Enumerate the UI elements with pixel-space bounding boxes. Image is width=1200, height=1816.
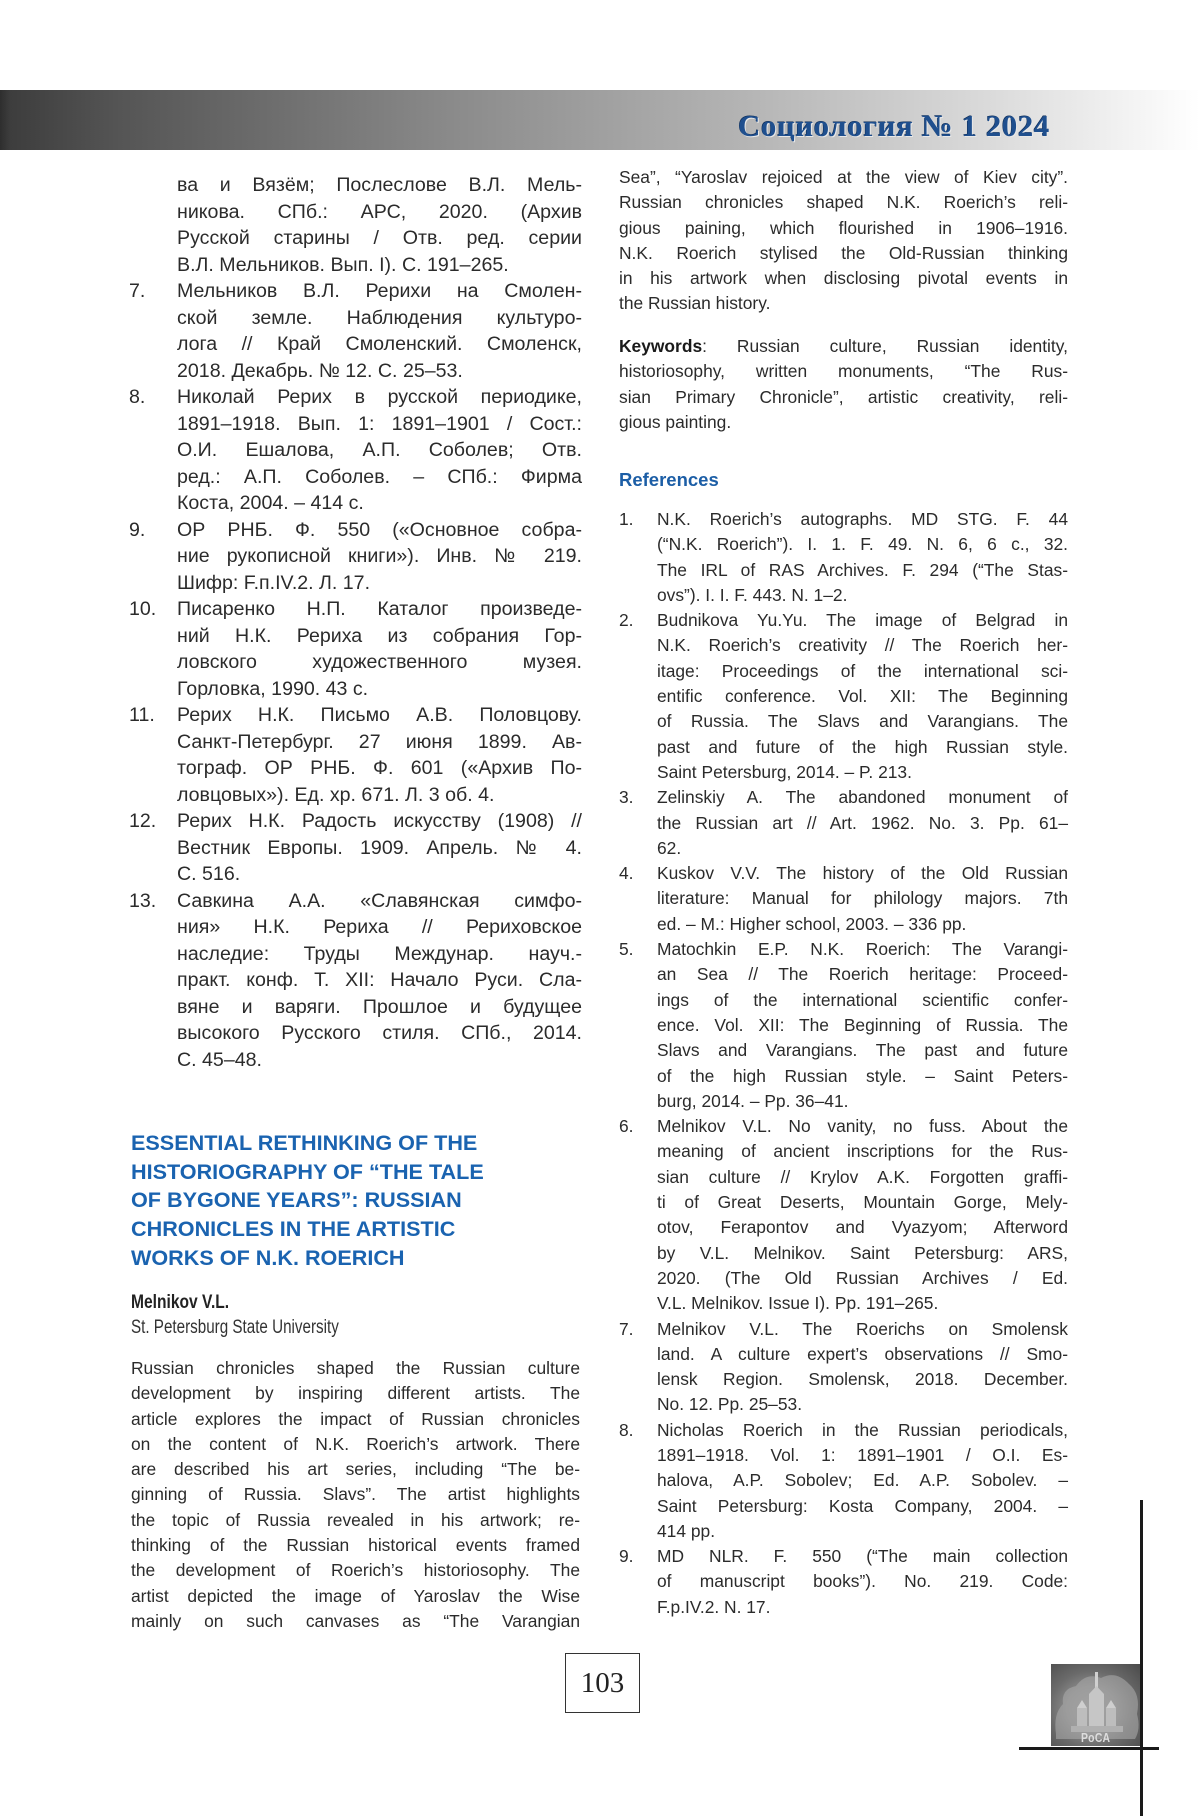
reference-number: 8. [619,1419,634,1440]
text-line: sian culture // Krylov A.K. Forgotten graffi- [657,1166,1068,1187]
author-affiliation: St. Petersburg State University [131,1317,339,1338]
crop-mark-horizontal [1019,1747,1159,1750]
reference-text [177,702,582,808]
text-line: Zelinskiy A. The abandoned monument of [657,787,1068,808]
reference-item [619,1544,1068,1620]
title-line: CHRONICLES IN THE ARTISTIC [131,1216,456,1242]
reference-item [129,517,582,597]
text-line: of the high Russian style. – Saint Peters- [657,1065,1068,1086]
reference-item [129,278,582,384]
text-line: Melnikov V.L. The Roerichs on Smolensk [657,1318,1068,1339]
text-line: 2018. Декабрь. № 12. С. 25–53. [177,359,463,382]
text-line: are described his art series, including “The be- [131,1459,580,1480]
title-line: OF BYGONE YEARS”: RUSSIAN [131,1187,462,1213]
reference-text [177,596,582,702]
text-line: Russian chronicles shaped N.K. Roerich’s reli- [619,192,1068,213]
text-line: высокого Русского стиля. СПб., 2014. [177,1022,582,1044]
english-references-list [619,507,1068,1620]
text-line: literature: Manual for philology majors. 7th [657,888,1068,909]
text-line: ния» Н.К. Рериха // Рериховское [177,916,582,938]
text-line: ti of Great Deserts, Mountain Gorge, Mely- [657,1192,1068,1213]
author-name: Melnikov V.L. [131,1292,230,1313]
text-line: of manuscript books”). No. 219. Code: [657,1571,1068,1592]
reference-number: 8. [129,386,146,408]
text-line: N.K. Roerich’s autographs. MD STG. F. 44 [657,509,1068,529]
abstract-right [619,165,1068,317]
keywords-text: : Russian culture, Russian identity, [702,336,1068,356]
reference-item [129,888,582,1074]
text-line: Matochkin E.P. N.K. Roerich: The Varangi- [657,939,1068,960]
text-line: itage: Proceedings of the international sci- [657,660,1068,681]
keywords-label: Keywords [619,336,703,356]
text-line: No. 12. Pp. 25–53. [657,1394,803,1415]
text-line: historiosophy, written monuments, “The Rus- [619,361,1068,382]
reference-text [177,384,582,517]
text-line: С. 516. [177,863,241,885]
text-line: (“N.K. Roerich”). I. 1. F. 49. N. 6, 6 c., 32. [657,534,1068,555]
text-line: mainly on such canvases as “The Varangian [131,1610,580,1631]
text-line: Савкина А.А. «Славянская симфо- [177,889,582,912]
text-line: вяне и варяги. Прошлое и будущее [177,995,582,1018]
text-line: meaning of ancient inscriptions for the Rus- [657,1141,1068,1162]
reference-number: 2. [619,610,634,631]
reference-number: 13. [129,889,157,912]
keywords-first-line [619,334,1068,359]
text-line: ние рукописной книги»). Инв. № 219. [177,545,582,567]
text-line: Писаренко Н.П. Каталог произведе- [177,598,582,620]
text-line: otov, Ferapontov and Vyazyom; Afterword [657,1217,1068,1238]
text-line: Рерих Н.К. Письмо А.В. Половцову. [177,704,582,726]
text-line: the development of Roerich’s historiosophy. The [131,1560,580,1581]
reference-text [657,507,1068,608]
text-line: ва и Вязём; Послеслове В.Л. Мель- [177,174,582,196]
text-line: 414 pp. [657,1520,716,1541]
text-line: F.p.IV.2. N. 17. [657,1596,771,1617]
reference-number: 6. [619,1116,634,1137]
reference-text [177,278,582,384]
reference-text [657,1114,1068,1316]
text-line: 1891–1918. Вып. 1: 1891–1901 / Сост.: [177,412,582,435]
text-line: the Russian history. [619,293,771,314]
text-line: 62. [657,837,682,858]
text-line: past and future of the high Russian style. [657,736,1068,757]
reference-item [619,608,1068,785]
reference-number: 7. [619,1318,634,1339]
reference-text [657,1317,1068,1418]
text-line: ence. Vol. XII: The Beginning of Russia. The [657,1014,1068,1035]
reference-item [619,785,1068,861]
text-line: gious paining, which flourished in 1906–1916. [619,217,1068,238]
text-line: Saint Petersburg, 2014. – P. 213. [657,761,912,782]
text-line: тограф. ОР РНБ. Ф. 601 («Архив По- [177,757,582,779]
text-line: Николай Рерих в русской периодике, [177,386,582,408]
reference-text [177,888,582,1074]
text-line: entific conference. Vol. XII: The Beginning [657,686,1068,707]
reference-number: 10. [129,598,157,620]
text-line: ovs”). I. I. F. 443. N. 1–2. [657,584,848,605]
reference-number: 3. [619,787,634,808]
reference-number: 9. [129,518,146,541]
text-line: on the content of N.K. Roerich’s artwork. There [131,1433,580,1454]
text-line: article explores the impact of Russian chronicles [131,1408,580,1429]
reference-number: 11. [129,704,155,726]
reference-number: 4. [619,863,634,884]
keywords [619,334,1068,435]
article-title [131,1129,591,1272]
reference-item [619,1114,1068,1316]
text-line: thinking of the Russian historical events framed [131,1535,580,1556]
text-line: V.L. Melnikov. Issue I). Pp. 191–265. [657,1293,939,1314]
text-line: the Russian art // Art. 1962. No. 3. Pp. 61– [657,812,1068,833]
text-line: 2020. (The Old Russian Archives / Ed. [657,1267,1068,1288]
text-line: MD NLR. F. 550 (“The main collection [657,1546,1068,1567]
references-heading: References [619,469,719,490]
reference-text [177,808,582,888]
text-line: lensk Region. Smolensk, 2018. December. [657,1369,1068,1390]
text-line: an Sea // The Roerich heritage: Proceed- [657,964,1068,985]
text-line: Рерих Н.К. Радость искусству (1908) // [177,810,582,832]
text-line: С. 45–48. [177,1048,262,1071]
logo-text: РоСА [1081,1730,1111,1745]
text-line: the topic of Russia revealed in his artwork; re- [131,1509,580,1530]
reference-number: 12. [129,810,157,832]
text-line: development by inspiring different artists. The [131,1383,580,1404]
title-line: ESSENTIAL RETHINKING OF THE [131,1130,478,1155]
title-line: WORKS OF N.K. ROERICH [131,1244,405,1270]
text-line: Коста, 2004. – 414 с. [177,492,364,514]
title-line: HISTORIOGRAPHY OF “THE TALE [131,1158,484,1184]
reference-item [129,384,582,517]
text-line: Russian chronicles shaped the Russian culture [131,1358,580,1378]
text-line: of Russia. The Slavs and Varangians. The [657,711,1068,732]
text-line: наследие: Труды Междунар. науч.- [177,942,582,965]
text-line: by V.L. Melnikov. Saint Petersburg: ARS, [657,1242,1068,1263]
reference-item [619,1317,1068,1418]
reference-item [619,861,1068,937]
text-line: N.K. Roerich stylised the Old-Russian thinking [619,242,1068,263]
keywords-lines [619,359,1068,435]
text-line: 1891–1918. Vol. 1: 1891–1901 / O.I. Es- [657,1444,1068,1465]
abstract-left [131,1356,580,1634]
reference-text [657,1418,1068,1544]
text-line: Kuskov V.V. The history of the Old Russian [657,863,1068,884]
text-line: Русской старины / Отв. ред. серии [177,227,582,249]
text-line: Шифр: F.п.IV.2. Л. 17. [177,571,371,594]
text-line: N.K. Roerich’s creativity // The Roerich her- [657,635,1068,656]
russian-references-list [129,172,582,1073]
reference-item [619,1418,1068,1544]
text-line: практ. конф. Т. XII: Начало Руси. Сла- [177,969,582,991]
text-line: никова. СПб.: АРС, 2020. (Архив [177,200,582,223]
reference-text [657,937,1068,1114]
text-line: Nicholas Roerich in the Russian periodicals, [657,1419,1068,1440]
text-line: artist depicted the image of Yaroslav the Wise [131,1585,580,1606]
page-number: 103 [565,1653,640,1713]
rosa-logo [1051,1664,1141,1746]
text-line: В.Л. Мельников. Вып. I). С. 191–265. [177,253,509,276]
reference-item [129,702,582,808]
reference-text [177,172,582,278]
text-line: ings of the international scientific confer- [657,989,1068,1010]
reference-number: 7. [129,280,146,302]
text-line: лога // Край Смоленский. Смоленск, [177,333,582,355]
text-line: ginning of Russia. Slavs”. The artist highlights [131,1484,580,1505]
text-line: ловцовых»). Ед. хр. 671. Л. 3 об. 4. [177,783,495,806]
text-line: ловского художественного музея. [177,651,582,673]
reference-item [619,507,1068,608]
text-line: О.И. Ешалова, А.П. Соболев; Отв. [177,439,582,461]
reference-number: 9. [619,1546,634,1567]
reference-text [657,861,1068,937]
text-line: burg, 2014. – Pp. 36–41. [657,1090,849,1111]
text-line: Saint Petersburg: Kosta Company, 2004. – [657,1495,1068,1516]
text-line: ed. – M.: Higher school, 2003. – 336 pp. [657,913,967,934]
text-line: ред.: А.П. Соболев. – СПб.: Фирма [177,465,582,488]
reference-text [657,1544,1068,1620]
text-line: Melnikov V.L. No vanity, no fuss. About the [657,1116,1068,1137]
text-line: in his artwork when disclosing pivotal events in [619,268,1068,289]
reference-number: 5. [619,939,634,960]
text-line: gious painting. [619,411,732,432]
text-line: The IRL of RAS Archives. F. 294 (“The Stas- [657,559,1068,580]
text-line: ний Н.К. Рериха из собрания Гор- [177,624,582,647]
text-line: Мельников В.Л. Рерихи на Смолен- [177,280,582,302]
text-line: Slavs and Varangians. The past and future [657,1040,1068,1061]
reference-item [129,172,582,278]
reference-number [129,172,177,199]
text-line: Вестник Европы. 1909. Апрель. № 4. [177,836,582,859]
reference-item [129,596,582,702]
text-line: Budnikova Yu.Yu. The image of Belgrad in [657,610,1068,631]
crop-mark-vertical [1140,1500,1143,1816]
text-line: Санкт-Петербург. 27 июня 1899. Ав- [177,730,582,753]
text-line: land. A culture expert’s observations // Smo- [657,1343,1068,1364]
text-line: sian Primary Chronicle”, artistic creativity, reli- [619,386,1068,407]
reference-text [177,517,582,597]
reference-item [619,937,1068,1114]
reference-text [657,785,1068,861]
text-line: Горловка, 1990. 43 с. [177,677,369,700]
text-line: ОР РНБ. Ф. 550 («Основное собра- [177,518,582,541]
reference-number: 1. [619,509,634,529]
text-line: ской земле. Наблюдения культуро- [177,306,582,329]
journal-title: Социология № 1 2024 [738,108,1050,143]
text-line: halova, A.P. Sobolev; Ed. A.P. Sobolev. – [657,1470,1068,1491]
reference-text [657,608,1068,785]
text-line: Sea”, “Yaroslav rejoiced at the view of Kiev city”. [619,167,1068,187]
reference-item [129,808,582,888]
